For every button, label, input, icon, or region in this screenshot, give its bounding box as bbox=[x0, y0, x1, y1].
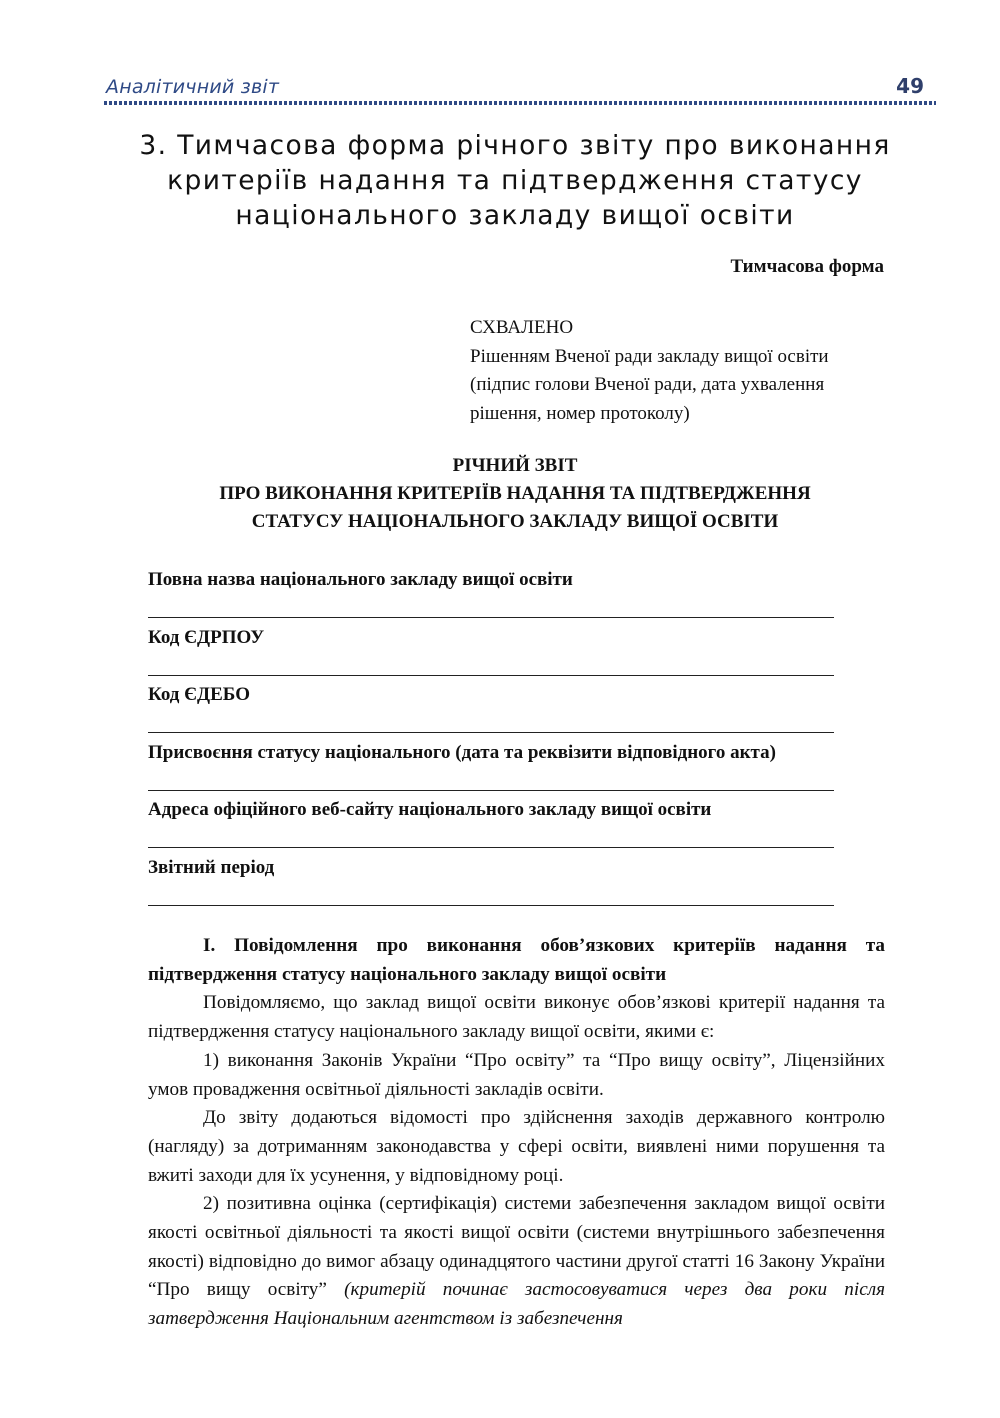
chapter-title bbox=[100, 128, 930, 233]
paragraph bbox=[148, 1190, 885, 1334]
field-full-name bbox=[148, 565, 868, 623]
field-blank-line[interactable] bbox=[148, 617, 834, 618]
approval-line: рішення, номер протоколу) bbox=[470, 402, 690, 424]
chapter-title-line: національного закладу вищої освіти bbox=[235, 200, 795, 231]
field-label: Код ЄДЕБО bbox=[148, 684, 250, 705]
section-1 bbox=[148, 932, 885, 1334]
paragraph-note-italic: (критерій починає застосовуватися через два роки після затвердження Національним агентством із забезпечення bbox=[148, 1279, 885, 1330]
field-label: Присвоєння статусу національного (дата та реквізити відповідного акта) bbox=[148, 741, 776, 763]
chapter-title-line: критеріїв надання та підтвердження статусу bbox=[167, 165, 863, 196]
field-label: Звітний період bbox=[148, 856, 275, 878]
paragraph: 1) виконання Законів України “Про освіту” та “Про вищу освіту”, Ліцензійних умов провадження освітньої діяльності закладів освіти. bbox=[148, 1049, 885, 1100]
field-edrpou-code bbox=[148, 623, 868, 681]
approval-block bbox=[470, 314, 900, 428]
field-label: Адреса офіційного веб-сайту національного закладу вищої освіти bbox=[148, 799, 712, 820]
field-blank-line[interactable] bbox=[148, 905, 834, 906]
form-fields bbox=[148, 565, 868, 910]
dotted-rule-divider bbox=[104, 101, 936, 105]
form-type-label: Тимчасова форма bbox=[730, 256, 884, 277]
paragraph-text: 2) позитивна оцінка (сертифікація) системи забезпечення закладом вищої освіти якості освітньої діяльності та якості вищої освіти (системи внутрішнього забезпечення якості) відповідно до вимог абзацу одинадцятого частини другої статті 16 Закону України “Про вищу освіту” bbox=[148, 1193, 885, 1301]
paragraph: До звіту додаються відомості про здійснення заходів державного контролю (нагляду) за дотриманням законодавства у сфері освіти, виявлені ними порушення та вжиті заходи для їх усунення, у відповідному році. bbox=[148, 1107, 885, 1186]
field-edebo-code bbox=[148, 680, 868, 738]
field-blank-line[interactable] bbox=[148, 847, 834, 848]
field-blank-line[interactable] bbox=[148, 675, 834, 676]
report-title bbox=[120, 452, 910, 536]
field-website-address bbox=[148, 795, 868, 853]
approval-heading: СХВАЛЕНО bbox=[470, 317, 574, 338]
field-reporting-period bbox=[148, 853, 868, 911]
paragraph: Повідомляємо, що заклад вищої освіти виконує обов’язкові критерії надання та підтвердження статусу національного закладу вищої освіти, якими є: bbox=[148, 992, 885, 1043]
running-head-title: Аналітичний звіт bbox=[106, 76, 280, 98]
approval-line: (підпис голови Вченої ради, дата ухвалення bbox=[470, 374, 825, 395]
chapter-title-line: 3. Тимчасова форма річного звіту про виконання bbox=[139, 130, 891, 161]
field-label: Повна назва національного закладу вищої освіти bbox=[148, 569, 573, 590]
report-title-line: РІЧНИЙ ЗВІТ bbox=[452, 455, 578, 476]
field-blank-line[interactable] bbox=[148, 732, 834, 733]
field-status-assignment bbox=[148, 738, 868, 796]
page-number: 49 bbox=[896, 74, 924, 98]
field-blank-line[interactable] bbox=[148, 790, 834, 791]
report-title-line: СТАТУСУ НАЦІОНАЛЬНОГО ЗАКЛАДУ ВИЩОЇ ОСВІТИ bbox=[251, 511, 779, 532]
field-label: Код ЄДРПОУ bbox=[148, 626, 265, 648]
approval-line: Рішенням Вченої ради закладу вищої освіти bbox=[470, 345, 829, 367]
running-head bbox=[106, 76, 924, 102]
section-heading: І. Повідомлення про виконання обов’язкових критеріїв надання та підтвердження статусу національного закладу вищої освіти bbox=[148, 935, 885, 985]
report-title-line: ПРО ВИКОНАННЯ КРИТЕРІЇВ НАДАННЯ ТА ПІДТВЕРДЖЕННЯ bbox=[219, 483, 811, 504]
